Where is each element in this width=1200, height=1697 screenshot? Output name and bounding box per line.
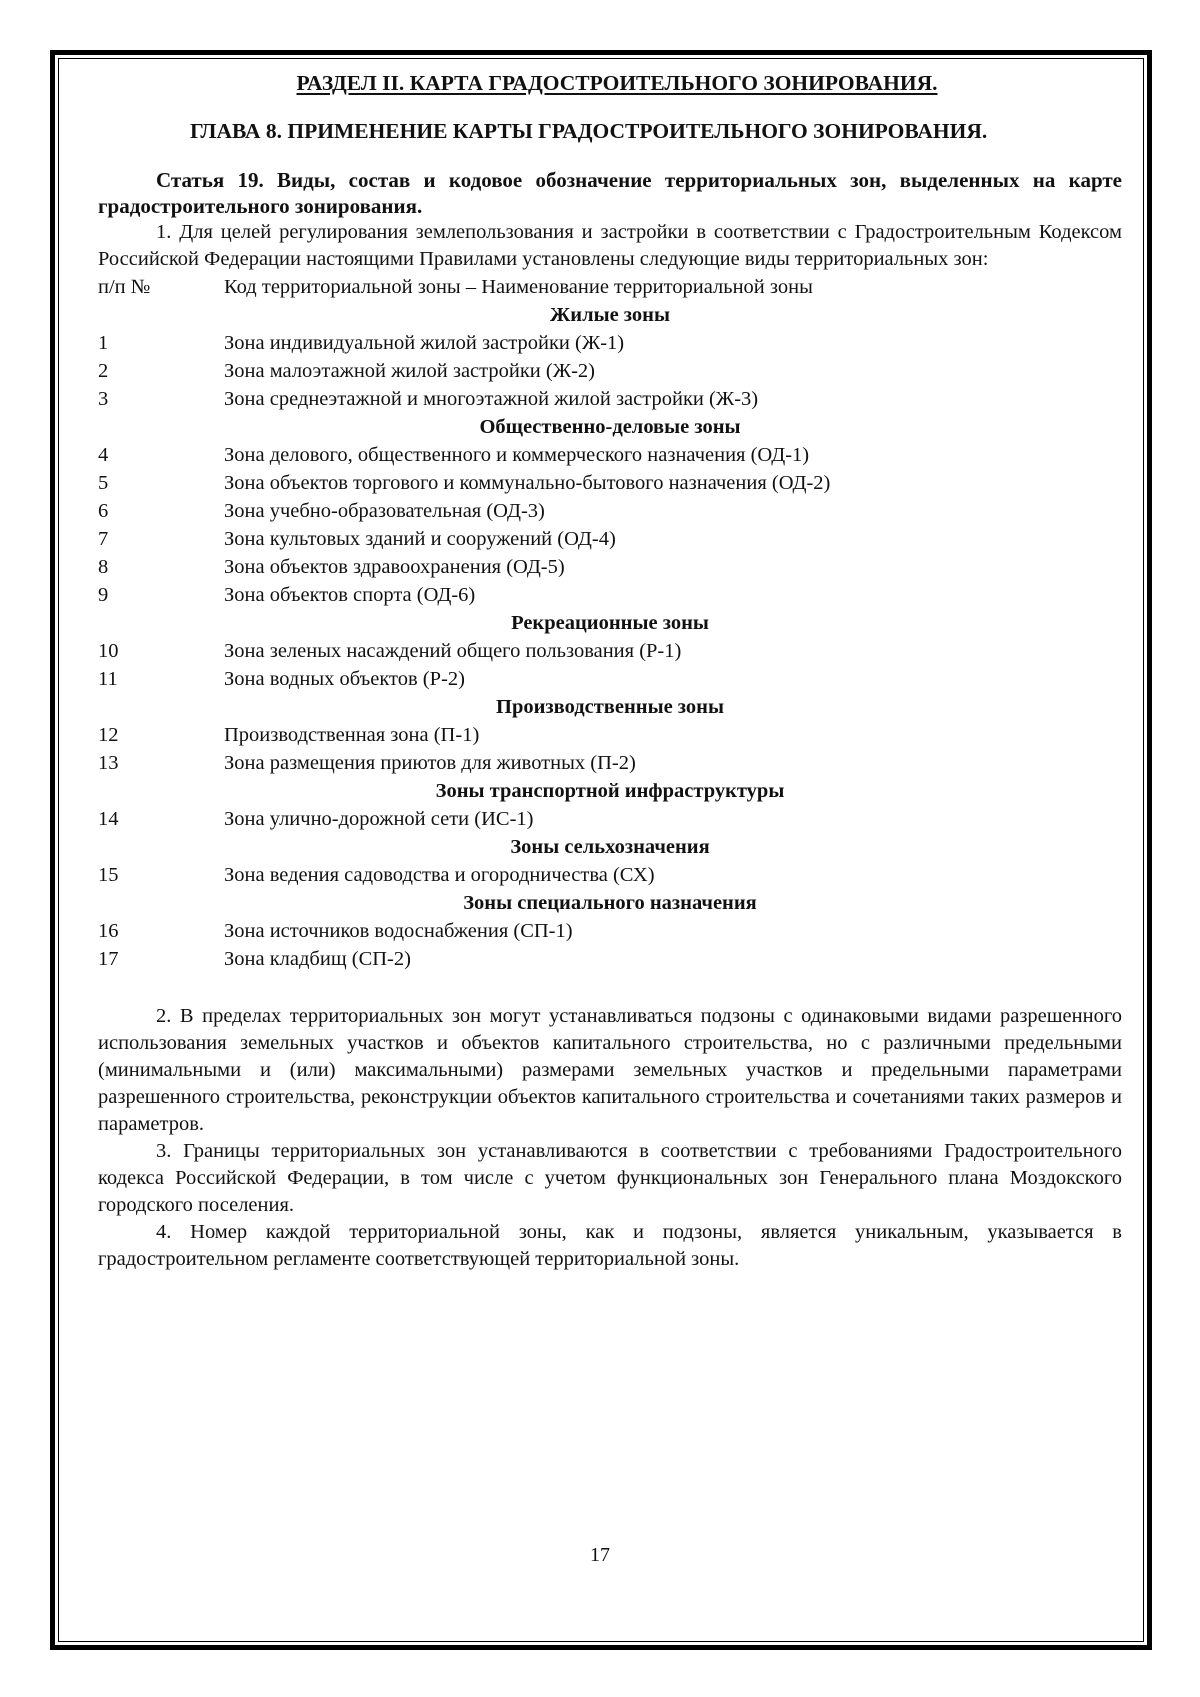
page-number: 17 <box>590 1544 610 1566</box>
zone-name: Зона объектов здравоохранения (ОД-5) <box>224 556 565 578</box>
zone-number: 7 <box>98 528 109 550</box>
zone-group-title: Зоны транспортной инфраструктуры <box>435 780 785 802</box>
zone-row <box>98 357 1122 385</box>
paragraph-3: 3. Границы территориальных зон устанавливаются в соответствии с требованиями Градостроительного кодекса Российской Федерации, в том числе с учетом функциональных зон Генерального плана Моздокского городского поселения. <box>98 1140 1122 1216</box>
zone-name: Зона культовых зданий и сооружений (ОД-4) <box>224 528 616 550</box>
zone-group-title: Жилые зоны <box>550 304 670 326</box>
zone-row <box>98 721 1122 749</box>
zone-number: 9 <box>98 584 109 606</box>
zone-name: Зона кладбищ (СП-2) <box>224 948 411 970</box>
zone-row <box>98 329 1122 357</box>
zone-group-title: Зоны сельхозначения <box>510 836 710 858</box>
zone-row <box>98 441 1122 469</box>
zone-name: Зона зеленых насаждений общего пользования (Р-1) <box>224 640 682 662</box>
zone-name: Зона объектов спорта (ОД-6) <box>224 584 476 606</box>
chapter-title: ГЛАВА 8. ПРИМЕНЕНИЕ КАРТЫ ГРАДОСТРОИТЕЛЬНОГО ЗОНИРОВАНИЯ. <box>190 118 988 143</box>
zone-row <box>98 665 1122 693</box>
zone-row <box>98 637 1122 665</box>
zone-group-title: Производственные зоны <box>496 696 724 718</box>
zone-number: 1 <box>98 332 109 354</box>
zone-number: 14 <box>98 808 119 830</box>
zone-number: 4 <box>98 444 109 466</box>
paragraph-2: 2. В пределах территориальных зон могут устанавливаться подзоны с одинаковыми видами разрешенного использования земельных участков и объектов капитального строительства, но с различными предельными (минимальными и (или) максимальными) размерами земельных участков и предельными параметрами разрешенного строительства, реконструкции объектов капитального строительства и сочетаниями таких размеров и параметров. <box>98 1005 1122 1135</box>
zone-name: Зона делового, общественного и коммерческого назначения (ОД-1) <box>224 444 810 466</box>
zone-row <box>98 385 1122 413</box>
zone-row <box>98 525 1122 553</box>
zone-number: 17 <box>98 948 119 970</box>
paragraph-1: 1. Для целей регулирования землепользования и застройки в соответствии с Градостроительным Кодексом Российской Федерации настоящими Правилами установлены следующие виды территориальных зон: <box>98 221 1122 270</box>
zone-row <box>98 861 1122 889</box>
zone-number: 2 <box>98 360 109 382</box>
zone-name: Зона улично-дорожной сети (ИС-1) <box>224 808 534 830</box>
zone-name: Зона индивидуальной жилой застройки (Ж-1) <box>224 332 625 354</box>
zone-name: Зона малоэтажной жилой застройки (Ж-2) <box>224 360 595 382</box>
paragraph-4: 4. Номер каждой территориальной зоны, как и подзоны, является уникальным, указывается в градостроительном регламенте соответствующей территориальной зоны. <box>98 1221 1122 1270</box>
zone-name: Зона размещения приютов для животных (П-2) <box>224 752 636 774</box>
zone-name: Зона объектов торгового и коммунально-бытового назначения (ОД-2) <box>224 472 831 494</box>
zone-number: 10 <box>98 640 119 662</box>
header-name: Код территориальной зоны – Наименование территориальной зоны <box>224 276 813 298</box>
zone-number: 3 <box>98 388 109 410</box>
zone-name: Зона среднеэтажной и многоэтажной жилой застройки (Ж-3) <box>224 388 759 410</box>
zone-row <box>98 553 1122 581</box>
zone-number: 13 <box>98 752 119 774</box>
zone-name: Зона источников водоснабжения (СП-1) <box>224 920 573 942</box>
zone-name: Зона водных объектов (Р-2) <box>224 668 465 690</box>
section-title: РАЗДЕЛ II. КАРТА ГРАДОСТРОИТЕЛЬНОГО ЗОНИРОВАНИЯ. <box>296 71 938 95</box>
zones-table <box>98 273 1122 973</box>
zone-number: 11 <box>98 668 118 690</box>
zone-name: Зона ведения садоводства и огородничества (СХ) <box>224 864 655 886</box>
header-num: п/п № <box>98 276 151 298</box>
zone-name: Зона учебно-образовательная (ОД-3) <box>224 500 545 522</box>
zone-number: 16 <box>98 920 119 942</box>
zone-row <box>98 497 1122 525</box>
zone-row <box>98 469 1122 497</box>
zone-group-title: Зоны специального назначения <box>463 892 757 914</box>
zone-groups <box>98 301 1122 973</box>
zone-row <box>98 581 1122 609</box>
zone-number: 8 <box>98 556 109 578</box>
zone-row <box>98 805 1122 833</box>
document-body <box>98 62 1122 1273</box>
zones-table-header <box>98 273 1122 301</box>
zone-group-title: Общественно-деловые зоны <box>479 416 741 438</box>
zone-row <box>98 917 1122 945</box>
zone-number: 5 <box>98 472 109 494</box>
zone-number: 6 <box>98 500 109 522</box>
zone-group-title: Рекреационные зоны <box>511 612 709 634</box>
article-title: Статья 19. Виды, состав и кодовое обозначение территориальных зон, выделенных на карте градостроительного зонирования. <box>98 168 1122 218</box>
zone-number: 12 <box>98 724 119 746</box>
zone-number: 15 <box>98 864 119 886</box>
zone-name: Производственная зона (П-1) <box>224 724 480 746</box>
zone-row <box>98 945 1122 973</box>
zone-row <box>98 749 1122 777</box>
